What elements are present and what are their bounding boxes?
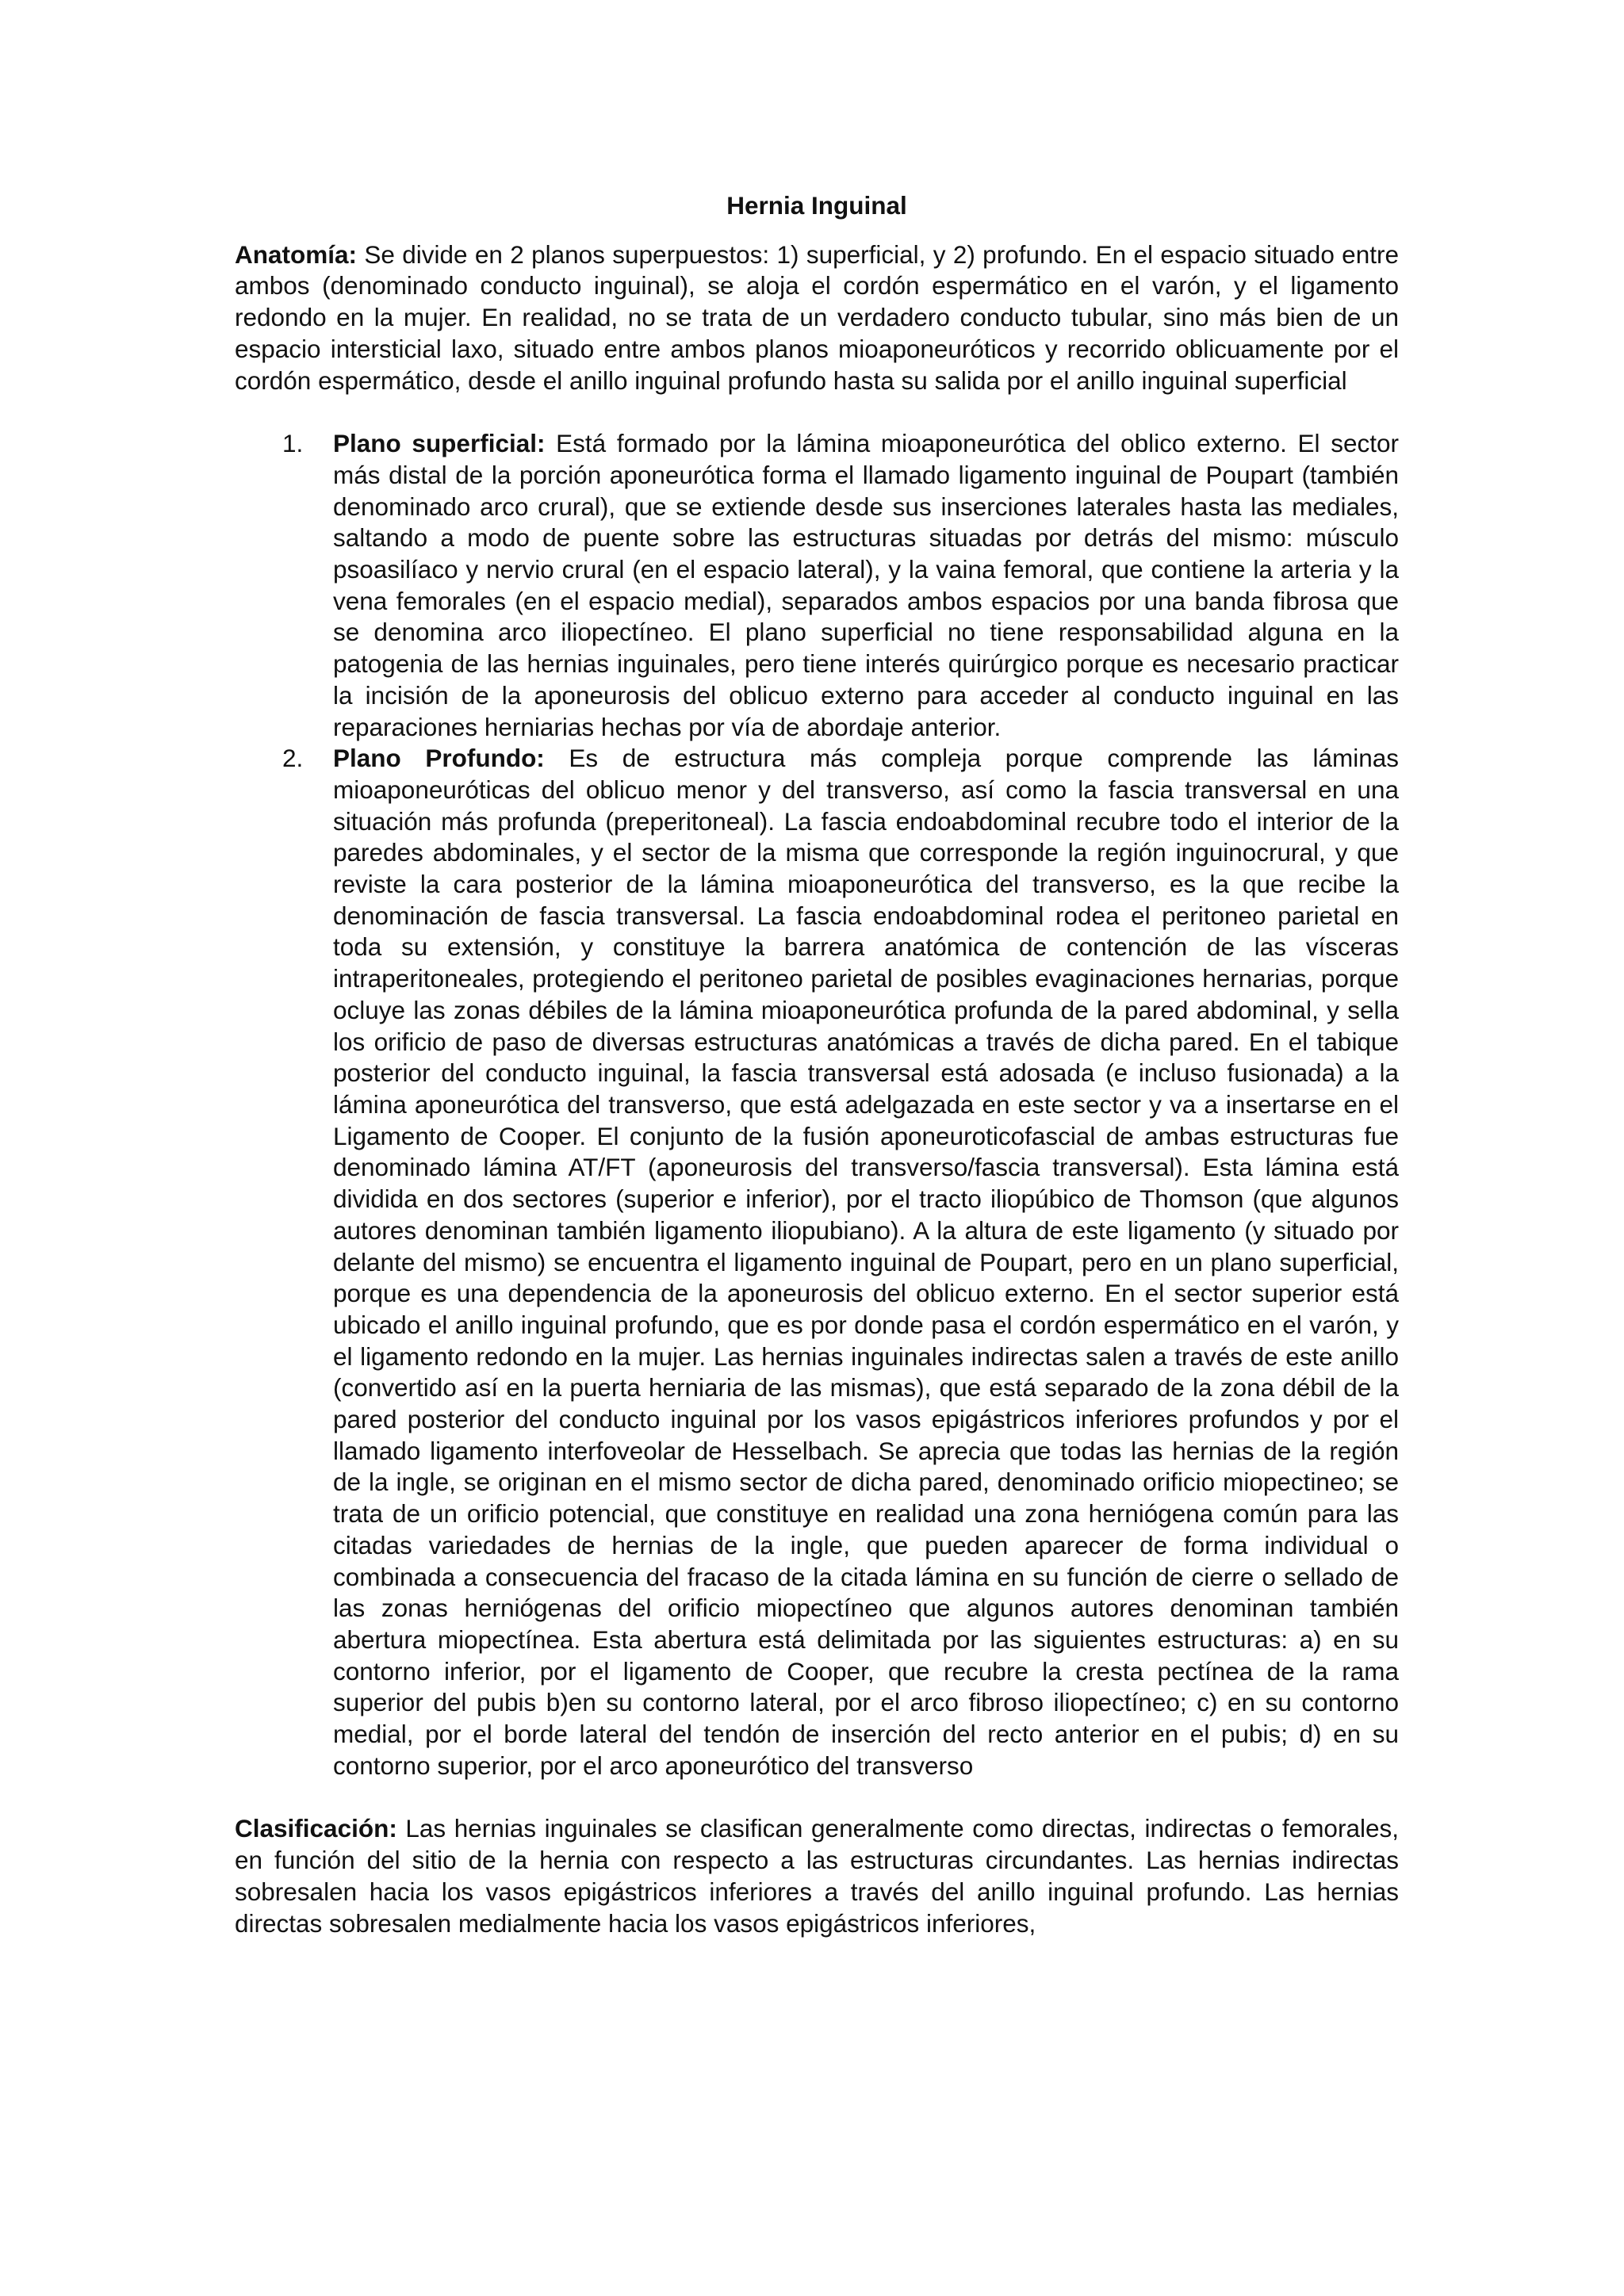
list-item-plano-profundo <box>235 743 1399 1781</box>
plano-profundo-text: Es de estructura más compleja porque comprende las láminas mioaponeuróticas del oblicuo menor y del transverso, así como la fascia transversal en una situación más profunda (preperitoneal). La fascia endoabdominal recubre todo el interior de la paredes abdominales, y el sector de la misma que corresponde la región inguinocrural, y que reviste la cara posterior de la lámina mioaponeurótica del transverso, es la que recibe la denominación de fascia transversal. La fascia endoabdominal rodea el peritoneo parietal en toda su extensión, y constituye la barrera anatómica de contención de las vísceras intraperitoneales, protegiendo el peritoneo parietal de posibles evaginaciones hernarias, porque ocluye las zonas débiles de la lámina mioaponeurótica profunda de la pared abdominal, y sella los orificio de paso de diversas estructuras anatómicas a través de dicha pared. En el tabique posterior del conducto inguinal, la fascia transversal está adosada (e incluso fusionada) a la lámina aponeurótica del transverso, que está adelgazada en este sector y va a insertarse en el Ligamento de Cooper. El conjunto de la fusión aponeuroticofascial de ambas estructuras fue denominado lámina AT/FT (aponeurosis del transverso/fascia transversal). Esta lámina está dividida en dos sectores (superior e inferior), por el tracto iliopúbico de Thomson (que algunos autores denominan también ligamento iliopubiano). A la altura de este ligamento (y situado por delante del mismo) se encuentra el ligamento inguinal de Poupart, pero en un plano superficial, porque es una dependencia de la aponeurosis del oblicuo externo. En el sector superior está ubicado el anillo inguinal profundo, que es por donde pasa el cordón espermático en el varón, y el ligamento redondo en la mujer. Las hernias inguinales indirectas salen a través de este anillo (convertido así en la puerta herniaria de las mismas), que está separado de la zona débil de la pared posterior del conducto inguinal por los vasos epigástricos inferiores profundos y por el llamado ligamento interfoveolar de Hesselbach. Se aprecia que todas las hernias de la región de la ingle, se originan en el mismo sector de dicha pared, denominado orificio miopectineo; se trata de un orificio potencial, que constituye en realidad una zona herniógena común para las citadas variedades de hernias de la ingle, que pueden aparecer de forma individual o combinada a consecuencia del fracaso de la citada lámina en su función de cierre o sellado de las zonas herniógenas del orificio miopectíneo que algunos autores denominan también abertura miopectínea. Esta abertura está delimitada por las siguientes estructuras: a) en su contorno inferior, por el ligamento de Cooper, que recubre la cresta pectínea de la rama superior del pubis b)en su contorno lateral, por el arco fibroso iliopectíneo; c) en su contorno medial, por el borde lateral del tendón de inserción del recto anterior en el pubis; d) en su contorno superior, por el arco aponeurótico del transverso <box>333 744 1399 1780</box>
clasificacion-label: Clasificación: <box>235 1814 397 1843</box>
list-number: 1. <box>282 429 304 458</box>
anatomia-text: Se divide en 2 planos superpuestos: 1) superficial, y 2) profundo. En el espacio situado entre ambos (denominado conducto inguinal), se aloja el cordón espermático en el varón, y el ligamento redondo en la mujer. En realidad, no se trata de un verdadero conducto tubular, sino más bien de un espacio intersticial laxo, situado entre ambos planos mioaponeuróticos y recorrido oblicuamente por el cordón espermático, desde el anillo inguinal profundo hasta su salida por el anillo inguinal superficial <box>235 239 1399 395</box>
anatomia-label: Anatomía: <box>235 239 358 269</box>
list-number: 2. <box>282 744 304 773</box>
plano-superficial-label: Plano superficial: <box>333 429 546 458</box>
plano-profundo-label: Plano Profundo: <box>333 744 545 773</box>
planos-list <box>235 428 1399 1781</box>
document-page <box>235 190 1399 1939</box>
clasificacion-text: Las hernias inguinales se clasifican generalmente como directas, indirectas o femorales, en función del sitio de la hernia con respecto a las estructuras circundantes. Las hernias indirectas sobresalen hacia los vasos epigástricos inferiores a través del anillo inguinal profundo. Las hernias directas sobresalen medialmente hacia los vasos epigástricos inferiores, <box>235 1814 1399 1938</box>
plano-superficial-text: Está formado por la lámina mioaponeurótica del oblico externo. El sector más distal de la porción aponeurótica forma el llamado ligamento inguinal de Poupart (también denominado arco crural), que se extiende desde sus inserciones laterales hasta las mediales, saltando a modo de puente sobre las estructuras situadas por detrás del mismo: músculo psoasilíaco y nervio crural (en el espacio lateral), y la vaina femoral, que contiene la arteria y la vena femorales (en el espacio medial), separados ambos espacios por una banda fibrosa que se denomina arco iliopectíneo. El plano superficial no tiene responsabilidad alguna en la patogenia de las hernias inguinales, pero tiene interés quirúrgico porque es necesario practicar la incisión de la aponeurosis del oblicuo externo para acceder al conducto inguinal en las reparaciones herniarias hechas por vía de abordaje anterior. <box>333 429 1399 741</box>
list-item-plano-superficial <box>235 428 1399 743</box>
clasificacion-paragraph <box>235 1813 1399 1939</box>
document-title: Hernia Inguinal <box>726 191 907 220</box>
anatomia-paragraph <box>235 239 1399 397</box>
